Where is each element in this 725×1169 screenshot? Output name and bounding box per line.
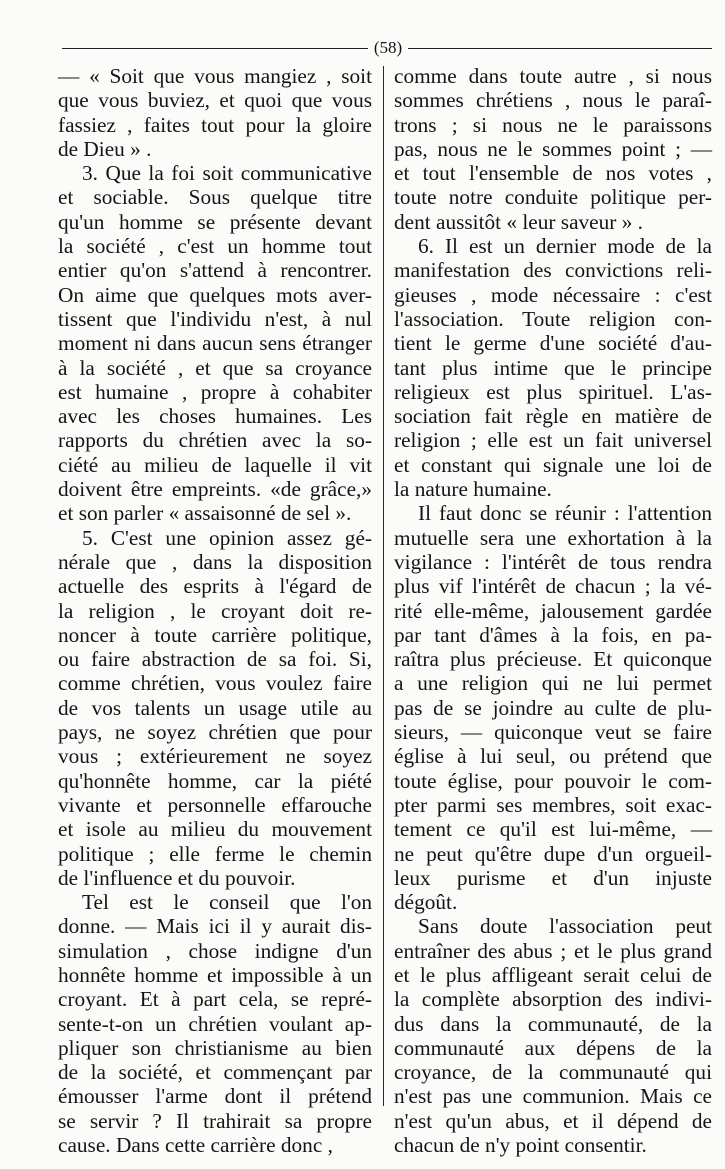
- text-line: simulation , chose indigne d'un: [58, 938, 372, 963]
- text-line: par tant d'âmes à la fois, en pa-: [394, 622, 712, 647]
- text-line: leux purisme et d'un injuste: [394, 865, 712, 890]
- text-line: nérale que , dans la disposition: [58, 549, 372, 574]
- text-line: et isole au milieu du mouvement: [58, 817, 372, 842]
- text-line: cause. Dans cette carrière donc ,: [58, 1133, 333, 1158]
- header-rule-left: [62, 48, 368, 49]
- paragraph: [394, 64, 712, 234]
- text-line: église à lui seul, ou prétend que: [394, 744, 712, 769]
- text-line: la complète absorption des indivi-: [394, 987, 712, 1012]
- text-line: à la société , et que sa croyance: [58, 355, 372, 380]
- paragraph: [394, 914, 712, 1157]
- text-line: pliquer son christianisme au bien: [58, 1035, 372, 1060]
- text-line: fassiez , faites tout pour la gloire: [58, 112, 372, 137]
- text-line: dégoût.: [394, 890, 458, 915]
- paragraph: [58, 890, 372, 1157]
- text-line: Tel est le conseil que l'on: [82, 890, 372, 915]
- text-line: croyant. Et à part cela, se repré-: [58, 987, 372, 1012]
- text-line: toute notre conduite politique per-: [394, 185, 712, 210]
- text-line: dus dans la communauté, de la: [394, 1011, 712, 1036]
- text-line: vivante et personnelle effarouche: [58, 792, 372, 817]
- text-line: tissent que l'individu n'est, à nul: [58, 306, 372, 331]
- left-column: [58, 64, 372, 1157]
- text-line: moment ni dans aucun sens étranger: [58, 331, 372, 356]
- text-line: comme chrétien, vous voulez faire: [58, 671, 372, 696]
- text-line: sociation fait règle en matière de: [394, 404, 712, 429]
- page-number: (58): [373, 38, 403, 57]
- page-header: [62, 36, 712, 60]
- text-line: n'est pas une communion. Mais ce: [394, 1084, 712, 1109]
- text-line: toute église, pour pouvoir le com-: [394, 768, 712, 793]
- text-line: tant plus intime que le principe: [394, 355, 712, 380]
- text-line: et son parler « assaisonné de sel ».: [58, 501, 352, 526]
- text-line: trons ; si nous ne le paraissons: [394, 112, 712, 137]
- paragraph: [58, 64, 372, 161]
- text-line: actuelle des esprits à l'égard de: [58, 574, 372, 599]
- text-line: vous ; extérieurement ne soyez: [58, 744, 372, 769]
- text-line: la nature humaine.: [394, 477, 552, 502]
- text-line: ou faire abstraction de sa foi. Si,: [58, 647, 372, 672]
- text-line: rapports du chrétien avec la so-: [58, 428, 372, 453]
- text-line: croyance, de la communauté qui: [394, 1060, 712, 1085]
- text-line: pays, ne soyez chrétien que pour: [58, 720, 372, 745]
- text-line: qu'honnête homme, car la piété: [58, 768, 372, 793]
- text-line: 3. Que la foi soit communicative: [82, 161, 372, 186]
- text-line: rité elle-même, jalousement gardée: [394, 598, 712, 623]
- text-line: n'est qu'un abus, et il dépend de: [394, 1108, 712, 1133]
- text-line: que vous buviez, et quoi que vous: [58, 88, 372, 113]
- text-line: et sociable. Sous quelque titre: [58, 185, 372, 210]
- text-line: manifestation des convictions reli-: [394, 258, 712, 283]
- text-line: noncer à toute carrière politique,: [58, 622, 372, 647]
- text-line: pas de se joindre au culte de plu-: [394, 695, 712, 720]
- text-line: mutuelle sera une exhortation à la: [394, 525, 712, 550]
- header-rule-right: [408, 48, 712, 49]
- text-line: donne. — Mais ici il y aurait dis-: [58, 914, 372, 939]
- text-line: qu'un homme se présente devant: [58, 209, 372, 234]
- right-column: [394, 64, 712, 1157]
- text-line: sommes chrétiens , nous le paraî-: [394, 88, 712, 113]
- text-line: religieux est plus spirituel. L'as-: [394, 379, 712, 404]
- text-line: et le plus affligeant serait celui de: [394, 962, 712, 987]
- text-line: la religion , le croyant doit re-: [58, 598, 372, 623]
- column-divider: [383, 66, 384, 1106]
- text-line: 5. C'est une opinion assez gé-: [82, 525, 372, 550]
- text-line: comme dans toute autre , si nous: [394, 64, 712, 88]
- text-line: ne peut qu'être dupe d'un orgueil-: [394, 841, 712, 866]
- text-line: gieuses , mode nécessaire : c'est: [394, 282, 712, 307]
- text-line: ciété au milieu de laquelle il vit: [58, 452, 372, 477]
- text-line: et constant qui signale une loi de: [394, 452, 712, 477]
- text-line: vigilance : l'intérêt de tous rendra: [394, 549, 712, 574]
- text-line: la société , c'est un homme tout: [58, 234, 372, 259]
- text-line: de l'influence et du pouvoir.: [58, 865, 296, 890]
- text-line: l'association. Toute religion con-: [394, 306, 712, 331]
- text-line: religion ; elle est un fait universel: [394, 428, 712, 453]
- text-line: tement ce qu'il est lui-même, —: [394, 817, 712, 842]
- text-line: communauté aux dépens de la: [394, 1035, 712, 1060]
- text-line: politique ; elle ferme le chemin: [58, 841, 372, 866]
- text-line: se servir ? Il trahirait sa propre: [58, 1108, 372, 1133]
- paragraph: [58, 161, 372, 525]
- text-line: Il faut donc se réunir : l'attention: [418, 501, 712, 526]
- text-line: pas, nous ne le sommes point ; —: [394, 136, 712, 161]
- text-line: 6. Il est un dernier mode de la: [418, 234, 712, 259]
- text-line: entier qu'on s'attend à rencontrer.: [58, 258, 372, 283]
- text-line: pter parmi ses membres, soit exac-: [394, 792, 712, 817]
- text-line: et tout l'ensemble de nos votes ,: [394, 161, 712, 186]
- text-line: doivent être empreints. «de grâce,»: [58, 477, 372, 502]
- paragraph: [58, 526, 372, 890]
- text-line: — « Soit que vous mangiez , soit: [58, 64, 372, 88]
- text-line: dent aussitôt « leur saveur » .: [394, 209, 644, 234]
- text-line: raîtra plus précieuse. Et quiconque: [394, 647, 712, 672]
- text-line: est humaine , propre à cohabiter: [58, 379, 372, 404]
- text-line: de vos talents un usage utile au: [58, 695, 372, 720]
- text-line: émousser l'arme dont il prétend: [58, 1084, 372, 1109]
- paragraph: [394, 501, 712, 914]
- paragraph: [394, 234, 712, 501]
- text-line: honnête homme et impossible à un: [58, 962, 372, 987]
- text-line: de Dieu » .: [58, 136, 152, 161]
- text-line: plus vif l'intérêt de chacun ; la vé-: [394, 574, 712, 599]
- text-line: chacun de n'y point consentir.: [394, 1133, 647, 1158]
- text-line: de la société, et commençant par: [58, 1060, 372, 1085]
- text-line: entraîner des abus ; et le plus grand: [394, 938, 712, 963]
- text-line: tient le germe d'une société d'au-: [394, 331, 712, 356]
- text-line: a une religion qui ne lui permet: [394, 671, 712, 696]
- text-line: sente-t-on un chrétien voulant ap-: [58, 1011, 372, 1036]
- text-line: sieurs, — quiconque veut se faire: [394, 720, 712, 745]
- text-line: On aime que quelques mots aver-: [58, 282, 372, 307]
- text-line: Sans doute l'association peut: [418, 914, 712, 939]
- text-line: avec les choses humaines. Les: [58, 404, 372, 429]
